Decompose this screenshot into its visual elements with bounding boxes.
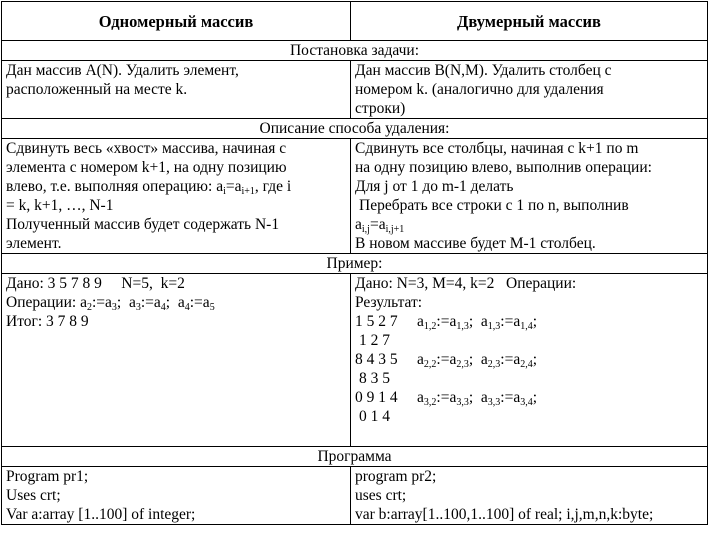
program-right-line: program pr2; [355,468,437,485]
method-left-line: Полученный массив будет содержать N-1 [6,216,280,233]
program-right [351,467,708,525]
statement-right-line: Дан массив B(N,M). Удалить столбец с [355,62,612,79]
method-right-line: Сдвинуть все столбцы, начиная с k+1 по m [355,140,639,157]
statement-left-line: Дан массив A(N). Удалить элемент, [6,62,239,79]
comparison-table [1,1,708,525]
example-row [2,274,708,447]
method-left [2,139,351,254]
statement-row [2,61,708,119]
method-right-line: В новом массиве будет М-1 столбец. [355,235,596,252]
method-left-line: = k, k+1, …, N-1 [6,197,114,214]
example-left-result: Итог: 3 7 8 9 [6,313,89,330]
section-program: Программа [2,447,708,467]
method-row [2,139,708,254]
statement-right [351,61,708,119]
method-left-line: элемент. [6,235,62,252]
program-row [2,467,708,525]
example-right-given: Дано: N=3, M=4, k=2 Операции: [355,275,577,292]
example-result-row: 0 1 4 [359,408,390,425]
program-left-line: Var a:array [1..100] of integer; [6,506,196,523]
method-left-formula-line: влево, т.е. выполняя операцию: $a_i=a_{i+1}$, где i [6,178,292,197]
program-left-line: Uses crt; [6,487,61,504]
example-result-row: 8 3 5 [359,370,390,387]
example-right-result-label: Результат: [355,294,423,311]
statement-left [2,61,351,119]
method-right [351,139,708,254]
statement-right-line: строки) [355,100,406,117]
header-two-dim: Двумерный массив [351,2,708,41]
example-matrix-row: 8 4 3 5 $a_{2,2}:=a_{2,3}$; $a_{2,3}:=a_{2,4}$; [355,351,538,370]
section-statement: Постановка задачи: [2,41,708,61]
header-row [2,2,708,41]
example-matrix-row: 1 5 2 7 $a_{1,2}:=a_{1,3}$; $a_{1,3}:=a_{1,4}$; [355,313,538,332]
method-right-line: Для j от 1 до m-1 делать [355,178,514,195]
program-left [2,467,351,525]
method-right-line: на одну позицию влево, выполнив операции: [355,159,652,176]
statement-left-line: расположенный на месте k. [6,81,188,98]
example-right [351,274,708,447]
example-left-given: Дано: 3 5 7 8 9 N=5, k=2 [6,275,185,292]
section-example: Пример: [2,254,708,274]
program-right-line: uses crt; [355,487,407,504]
header-one-dim: Одномерный массив [2,2,351,41]
section-method: Описание способа удаления: [2,119,708,139]
program-right-line: var b:array[1..100,1..100] of real; i,j,m,n,k:byte; [355,506,654,523]
example-left-ops: Операции: $a_2:=a_3$; $a_3:=a_4$; $a_4:=a_5$ [6,294,215,313]
method-right-line: Перебрать все строки с 1 по n, выполнив [359,197,629,214]
statement-right-line: номером k. (аналогично для удаления [355,81,604,98]
method-left-line: Сдвинуть весь «хвост» массива, начиная с [6,140,287,157]
program-left-line: Program pr1; [6,468,89,485]
method-right-formula-line: $a_{i,j}=a_{i,j+1}$ [355,216,405,235]
example-left [2,274,351,447]
method-left-line: элемента с номером k+1, на одну позицию [6,159,287,176]
example-result-row: 1 2 7 [359,332,390,349]
example-matrix-row: 0 9 1 4 $a_{3,2}:=a_{3,3}$; $a_{3,3}:=a_{3,4}$; [355,389,538,408]
